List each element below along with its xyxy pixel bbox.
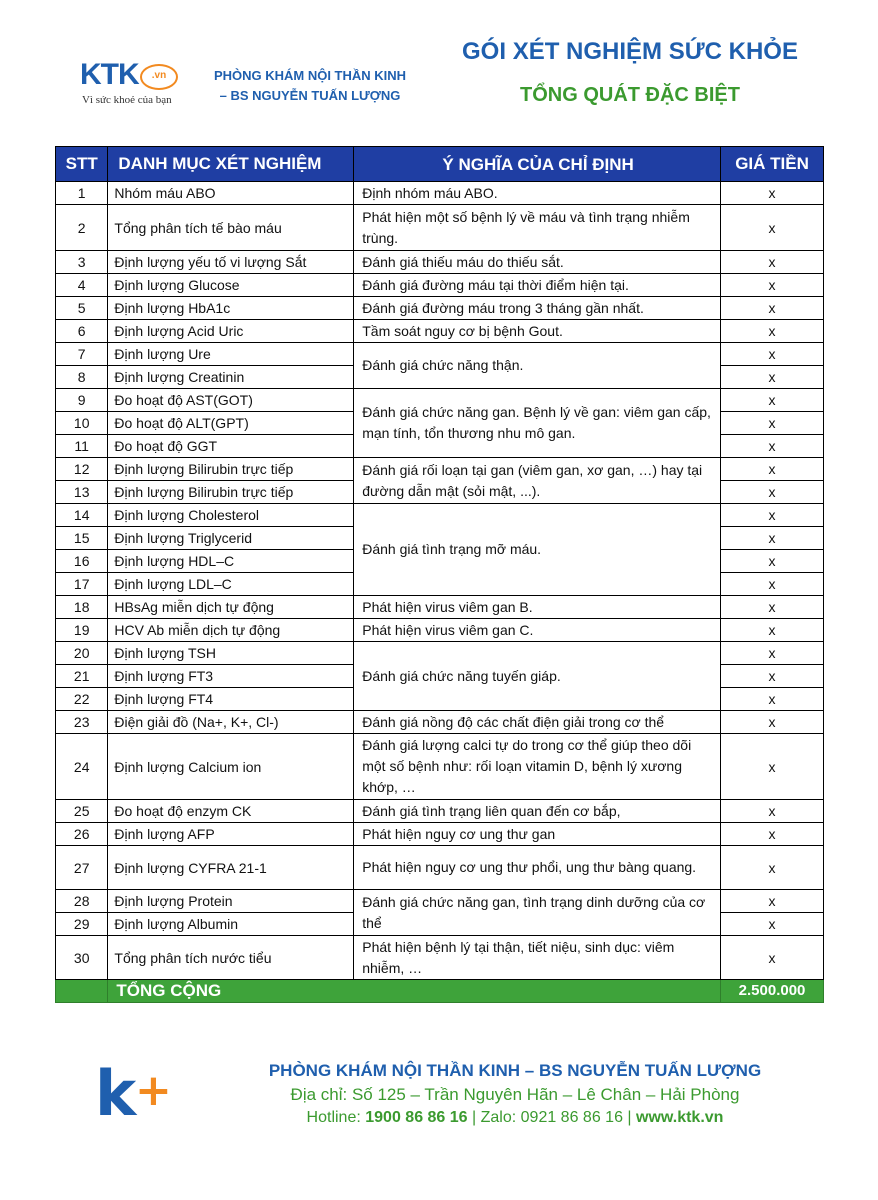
row-test-name: Định lượng Triglycerid — [108, 527, 354, 550]
row-test-name: Định lượng Protein — [108, 890, 354, 913]
kplus-logo-icon: k + — [95, 1057, 172, 1130]
row-test-name: Định lượng TSH — [108, 642, 354, 665]
row-price: x — [721, 619, 824, 642]
row-test-name: Đo hoạt độ enzym CK — [108, 800, 354, 823]
row-price: x — [721, 481, 824, 504]
table-row — [56, 642, 824, 665]
row-price: x — [721, 573, 824, 596]
row-stt: 9 — [56, 389, 108, 412]
row-price: x — [721, 182, 824, 205]
row-stt: 25 — [56, 800, 108, 823]
table-row — [56, 389, 824, 412]
table-row — [56, 734, 824, 800]
row-test-name: Định lượng AFP — [108, 823, 354, 846]
row-stt: 21 — [56, 665, 108, 688]
row-test-name: Đo hoạt độ ALT(GPT) — [108, 412, 354, 435]
footer-address: Địa chỉ: Số 125 – Trần Nguyên Hãn – Lê Chân – Hải Phòng — [290, 1085, 740, 1104]
row-stt: 22 — [56, 688, 108, 711]
document-subtitle: TỔNG QUÁT ĐẶC BIỆT — [520, 84, 740, 106]
row-price: x — [721, 297, 824, 320]
table-row — [56, 182, 824, 205]
row-meaning: Phát hiện nguy cơ ung thư phổi, ung thư bàng quang. — [354, 846, 721, 890]
header-stt: STT — [56, 147, 108, 182]
hotline-label: Hotline: — [306, 1109, 366, 1126]
row-stt: 11 — [56, 435, 108, 458]
row-meaning: Phát hiện nguy cơ ung thư gan — [354, 823, 721, 846]
table-row — [56, 936, 824, 980]
row-price: x — [721, 913, 824, 936]
table-row — [56, 619, 824, 642]
row-test-name: Đo hoạt độ GGT — [108, 435, 354, 458]
table-row — [56, 504, 824, 527]
row-price: x — [721, 412, 824, 435]
row-meaning: Phát hiện bệnh lý tại thận, tiết niệu, sinh dục: viêm nhiễm, … — [354, 936, 721, 980]
row-price: x — [721, 642, 824, 665]
row-test-name: Điện giải đồ (Na+, K+, Cl-) — [108, 711, 354, 734]
row-stt: 15 — [56, 527, 108, 550]
row-stt: 18 — [56, 596, 108, 619]
row-test-name: Định lượng LDL–C — [108, 573, 354, 596]
row-stt: 20 — [56, 642, 108, 665]
zalo-text: | Zalo: 0921 86 86 16 | — [467, 1109, 637, 1126]
row-meaning: Tầm soát nguy cơ bị bệnh Gout. — [354, 320, 721, 343]
row-test-name: Định lượng Cholesterol — [108, 504, 354, 527]
row-meaning: Đánh giá đường máu trong 3 tháng gần nhất. — [354, 297, 721, 320]
row-stt: 17 — [56, 573, 108, 596]
clinic-name — [190, 66, 430, 106]
ktk-logo — [80, 58, 180, 114]
row-price: x — [721, 274, 824, 297]
row-test-name: Tổng phân tích tế bào máu — [108, 205, 354, 251]
total-value: 2.500.000 — [721, 980, 824, 1003]
row-price: x — [721, 734, 824, 800]
document-header — [0, 0, 878, 140]
row-price: x — [721, 389, 824, 412]
row-test-name: Định lượng HDL–C — [108, 550, 354, 573]
row-stt: 2 — [56, 205, 108, 251]
row-test-name: HCV Ab miễn dịch tự động — [108, 619, 354, 642]
row-meaning: Đánh giá chức năng gan. Bệnh lý về gan: viêm gan cấp, mạn tính, tổn thương nhu mô gan. — [354, 389, 721, 458]
row-meaning: Định nhóm máu ABO. — [354, 182, 721, 205]
row-stt: 12 — [56, 458, 108, 481]
row-stt: 29 — [56, 913, 108, 936]
table-row — [56, 320, 824, 343]
row-stt: 10 — [56, 412, 108, 435]
table-row — [56, 274, 824, 297]
row-price: x — [721, 205, 824, 251]
table-row — [56, 251, 824, 274]
row-test-name: Định lượng CYFRA 21-1 — [108, 846, 354, 890]
row-meaning: Đánh giá chức năng tuyến giáp. — [354, 642, 721, 711]
row-price: x — [721, 251, 824, 274]
document-title: GÓI XÉT NGHIỆM SỨC KHỎE — [462, 38, 798, 65]
row-price: x — [721, 504, 824, 527]
row-test-name: HBsAg miễn dịch tự động — [108, 596, 354, 619]
table-row — [56, 711, 824, 734]
row-stt: 7 — [56, 343, 108, 366]
row-meaning: Đánh giá lượng calci tự do trong cơ thể giúp theo dõi một số bệnh như: rối loạn vitamin D, bệnh lý xương khớp, … — [354, 734, 721, 800]
table-header-row — [56, 147, 824, 182]
row-meaning: Phát hiện một số bệnh lý về máu và tình trạng nhiễm trùng. — [354, 205, 721, 251]
header-price: GIÁ TIỀN — [721, 147, 824, 182]
row-price: x — [721, 343, 824, 366]
row-stt: 3 — [56, 251, 108, 274]
clinic-name-line1: PHÒNG KHÁM NỘI THẦN KINH — [213, 68, 407, 83]
row-stt: 4 — [56, 274, 108, 297]
row-meaning: Đánh giá tình trạng liên quan đến cơ bắp, — [354, 800, 721, 823]
row-stt: 16 — [56, 550, 108, 573]
row-test-name: Định lượng Albumin — [108, 913, 354, 936]
footer-clinic-name: PHÒNG KHÁM NỘI THẦN KINH – BS NGUYỄN TUẤN LƯỢNG — [268, 1061, 762, 1080]
row-price: x — [721, 890, 824, 913]
row-test-name: Định lượng HbA1c — [108, 297, 354, 320]
row-stt: 24 — [56, 734, 108, 800]
row-meaning: Đánh giá tình trạng mỡ máu. — [354, 504, 721, 596]
website-link[interactable]: www.ktk.vn — [636, 1109, 724, 1126]
table-row — [56, 596, 824, 619]
row-meaning: Đánh giá rối loạn tại gan (viêm gan, xơ gan, …) hay tại đường dẫn mật (sỏi mật, ...). — [354, 458, 721, 504]
row-price: x — [721, 800, 824, 823]
document-footer — [0, 1055, 878, 1175]
clinic-name-line2: – BS NGUYỄN TUẤN LƯỢNG — [219, 88, 401, 103]
row-stt: 6 — [56, 320, 108, 343]
row-stt: 26 — [56, 823, 108, 846]
row-test-name: Đo hoạt độ AST(GOT) — [108, 389, 354, 412]
row-price: x — [721, 527, 824, 550]
row-stt: 5 — [56, 297, 108, 320]
row-test-name: Tổng phân tích nước tiểu — [108, 936, 354, 980]
table-row — [56, 846, 824, 890]
footer-contact — [215, 1109, 815, 1127]
row-meaning: Đánh giá nồng độ các chất điện giải trong cơ thể — [354, 711, 721, 734]
table-row — [56, 458, 824, 481]
row-price: x — [721, 458, 824, 481]
table-row — [56, 800, 824, 823]
logo-slogan: Vì sức khoẻ của bạn — [82, 94, 172, 106]
test-package-table — [55, 146, 824, 1003]
logo-badge: .vn — [140, 64, 178, 90]
row-test-name: Định lượng Calcium ion — [108, 734, 354, 800]
row-test-name: Định lượng Ure — [108, 343, 354, 366]
table-row — [56, 297, 824, 320]
table-row — [56, 890, 824, 913]
row-stt: 1 — [56, 182, 108, 205]
row-price: x — [721, 320, 824, 343]
row-price: x — [721, 665, 824, 688]
row-price: x — [721, 550, 824, 573]
row-test-name: Nhóm máu ABO — [108, 182, 354, 205]
table-row — [56, 205, 824, 251]
row-meaning: Đánh giá chức năng thận. — [354, 343, 721, 389]
row-meaning: Đánh giá đường máu tại thời điểm hiện tại. — [354, 274, 721, 297]
row-price: x — [721, 596, 824, 619]
row-meaning: Phát hiện virus viêm gan C. — [354, 619, 721, 642]
row-stt: 27 — [56, 846, 108, 890]
row-test-name: Định lượng FT3 — [108, 665, 354, 688]
row-stt: 13 — [56, 481, 108, 504]
row-test-name: Định lượng Acid Uric — [108, 320, 354, 343]
total-row — [56, 980, 824, 1003]
total-stt-cell — [56, 980, 108, 1003]
row-stt: 19 — [56, 619, 108, 642]
row-stt: 28 — [56, 890, 108, 913]
row-stt: 30 — [56, 936, 108, 980]
logo-text: KTK — [80, 58, 139, 91]
table-row — [56, 823, 824, 846]
table-row — [56, 343, 824, 366]
hotline-number: 1900 86 86 16 — [365, 1109, 468, 1126]
row-test-name: Định lượng Bilirubin trực tiếp — [108, 458, 354, 481]
row-stt: 8 — [56, 366, 108, 389]
header-meaning: Ý NGHĨA CỦA CHỈ ĐỊNH — [354, 147, 721, 182]
row-meaning: Đánh giá chức năng gan, tình trạng dinh dưỡng của cơ thể — [354, 890, 721, 936]
row-price: x — [721, 936, 824, 980]
row-price: x — [721, 688, 824, 711]
row-stt: 14 — [56, 504, 108, 527]
row-stt: 23 — [56, 711, 108, 734]
row-test-name: Định lượng Bilirubin trực tiếp — [108, 481, 354, 504]
row-price: x — [721, 711, 824, 734]
row-test-name: Định lượng FT4 — [108, 688, 354, 711]
row-meaning: Phát hiện virus viêm gan B. — [354, 596, 721, 619]
row-test-name: Định lượng yếu tố vi lượng Sắt — [108, 251, 354, 274]
header-test-name: DANH MỤC XÉT NGHIỆM — [108, 147, 354, 182]
row-price: x — [721, 823, 824, 846]
row-test-name: Định lượng Glucose — [108, 274, 354, 297]
row-price: x — [721, 366, 824, 389]
row-price: x — [721, 435, 824, 458]
total-label: TỔNG CỘNG — [108, 980, 721, 1003]
row-meaning: Đánh giá thiếu máu do thiếu sắt. — [354, 251, 721, 274]
row-test-name: Định lượng Creatinin — [108, 366, 354, 389]
row-price: x — [721, 846, 824, 890]
